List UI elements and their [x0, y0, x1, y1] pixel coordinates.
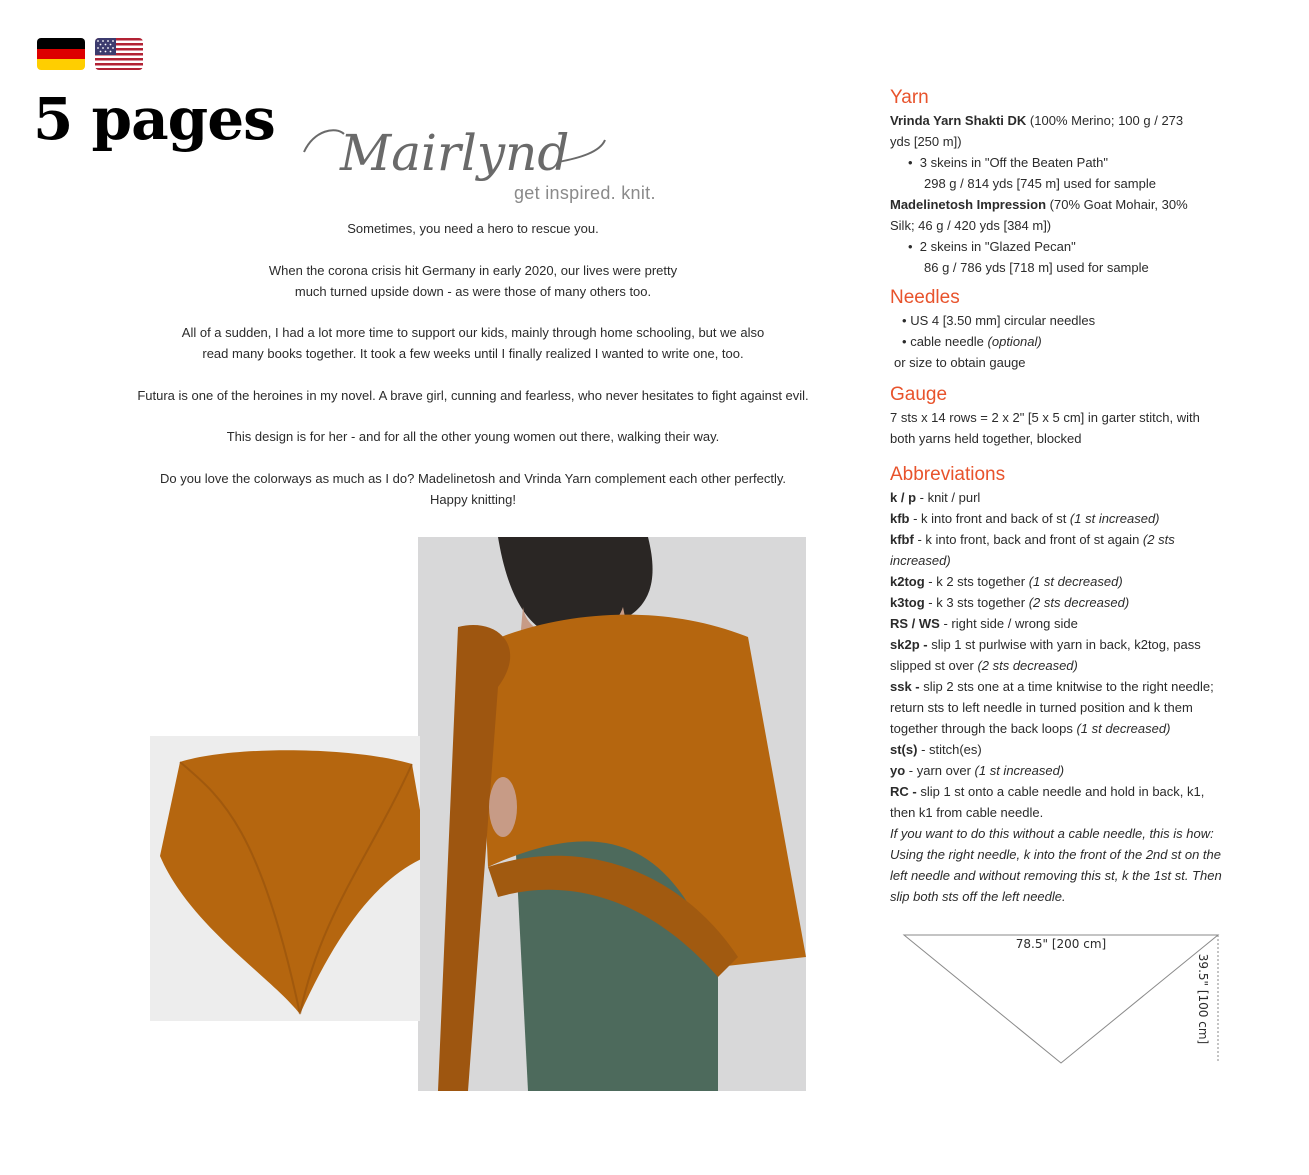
abbr-note: (2 sts: [1142, 532, 1175, 547]
abbr-term: k2tog: [890, 574, 925, 589]
abbr-def: - stitch(es): [917, 742, 982, 757]
width-label: 78.5" [200 cm]: [1015, 937, 1107, 951]
abbr-def: slip 1 st purlwise with yarn in back, k2tog, pass: [927, 637, 1201, 652]
intro-paragraph: This design is for her - and for all the other young women out there, walking their way.: [226, 429, 720, 444]
intro-paragraph: read many books together. It took a few weeks until I finally realized I wanted to write one, too.: [202, 346, 744, 361]
germany-flag-icon[interactable]: [37, 38, 85, 70]
needle-item: cable needle: [910, 334, 988, 349]
abbr-def: - yarn over: [905, 763, 975, 778]
pattern-details: [890, 86, 1240, 907]
abbr-def: - k 3 sts together: [924, 595, 1029, 610]
shawl-photo: [150, 736, 420, 1021]
abbr-note: (1 st decreased): [1076, 721, 1171, 736]
yarn-2-name: Madelinetosh Impression: [890, 197, 1047, 212]
abbr-def: slip 1 st onto a cable needle and hold in back, k1,: [916, 784, 1205, 799]
abbr-term: sk2p -: [890, 637, 928, 652]
yarn-1-skeins: 3 skeins in "Off the Beaten Path": [919, 155, 1109, 170]
abbr-def: - k 2 sts together: [924, 574, 1029, 589]
abbr-def: - k into front and back of st: [909, 511, 1070, 526]
needle-optional: (optional): [987, 334, 1042, 349]
intro-paragraph: Futura is one of the heroines in my novel. A brave girl, cunning and fearless, who never hesitates to fight against evil.: [137, 387, 809, 403]
abbr-def: - right side / wrong side: [939, 616, 1078, 631]
abbr-def: slip 2 sts one at a time knitwise to the right needle;: [919, 679, 1214, 694]
yarn-1-desc: yds [250 m]): [890, 134, 962, 149]
bullet-icon: •: [902, 313, 907, 328]
bullet-icon: •: [902, 334, 907, 349]
gauge-text: both yarns held together, blocked: [890, 431, 1082, 446]
intro-paragraph: Sometimes, you need a hero to rescue you.: [347, 221, 599, 236]
needle-item: US 4 [3.50 mm] circular needles: [910, 313, 1096, 328]
abbr-term: k / p: [890, 490, 917, 505]
abbr-note: If you want to do this without a cable needle, this is how:: [890, 826, 1214, 841]
yarn-2-used: 86 g / 786 yds [718 m] used for sample: [924, 260, 1149, 275]
abbr-note: (2 sts decreased): [977, 658, 1078, 673]
abbr-term: ssk -: [890, 679, 920, 694]
abbr-def: then k1 from cable needle.: [890, 805, 1044, 820]
abbr-note: (1 st increased): [974, 763, 1065, 778]
schematic-triangle: [904, 935, 1218, 1063]
abbr-note: (2 sts decreased): [1028, 595, 1130, 610]
abbr-note: (1 st increased): [1069, 511, 1160, 526]
yarn-2-desc: (70% Goat Mohair, 30%: [1046, 197, 1188, 212]
abbr-note: left needle and without removing this st, k the 1st st. Then: [890, 868, 1222, 883]
gauge-text: 7 sts x 14 rows = 2 x 2" [5 x 5 cm] in garter stitch, with: [890, 410, 1200, 425]
intro-text: [110, 218, 836, 530]
model-photo: [418, 537, 806, 1091]
shawl-schematic: [896, 925, 1236, 1075]
bullet-icon: •: [908, 155, 913, 170]
yarn-1-used: 298 g / 814 yds [745 m] used for sample: [924, 176, 1156, 191]
bullet-icon: •: [908, 239, 913, 254]
yarn-1-name: Vrinda Yarn Shakti DK: [890, 113, 1027, 128]
needle-note: or size to obtain gauge: [894, 355, 1026, 370]
intro-paragraph: Happy knitting!: [430, 491, 516, 507]
yarn-2-desc: Silk; 46 g / 420 yds [384 m]): [890, 218, 1052, 233]
intro-paragraph: When the corona crisis hit Germany in early 2020, our lives were pretty: [268, 262, 678, 278]
abbr-term: k3tog: [890, 595, 925, 610]
logo-script-text: Mairlynd: [340, 124, 570, 182]
abbr-note: slip both sts off the left needle.: [890, 889, 1066, 904]
gauge-heading: Gauge: [890, 384, 948, 405]
abbr-def: together through the back loops: [890, 721, 1077, 736]
depth-label: 39.5" [100 cm]: [1196, 953, 1210, 1045]
abbr-term: kfb: [890, 511, 910, 526]
yarn-2-skeins: 2 skeins in "Glazed Pecan": [919, 239, 1076, 254]
logo-tagline: get inspired. knit.: [514, 183, 656, 203]
abbr-def: slipped st over: [890, 658, 978, 673]
abbreviations-heading: Abbreviations: [890, 464, 1006, 485]
abbr-def: - knit / purl: [916, 490, 981, 505]
abbr-note: increased): [890, 553, 951, 568]
abbr-note: (1 st decreased): [1028, 574, 1123, 589]
page-count-title: 5 pages: [33, 85, 275, 153]
abbr-term: st(s): [890, 742, 918, 757]
abbr-term: kfbf: [890, 532, 914, 547]
abbr-term: yo: [890, 763, 906, 778]
abbr-term: RC -: [890, 784, 917, 799]
intro-paragraph: Do you love the colorways as much as I do? Madelinetosh and Vrinda Yarn complement each other perfectly.: [159, 470, 787, 486]
intro-paragraph: All of a sudden, I had a lot more time to support our kids, mainly through home schooling, but we also: [181, 325, 765, 340]
usa-flag-icon[interactable]: [95, 38, 143, 70]
abbr-note: Using the right needle, k into the front of the 2nd st on the: [890, 847, 1221, 862]
yarn-1-desc: (100% Merino; 100 g / 273: [1026, 113, 1184, 128]
intro-paragraph: much turned upside down - as were those of many others too.: [294, 283, 652, 299]
abbr-def: - k into front, back and front of st again: [913, 532, 1143, 547]
abbr-term: RS / WS: [890, 616, 940, 631]
yarn-heading: Yarn: [890, 87, 929, 108]
needles-heading: Needles: [890, 287, 960, 308]
abbr-def: return sts to left needle in turned position and k them: [890, 700, 1193, 715]
